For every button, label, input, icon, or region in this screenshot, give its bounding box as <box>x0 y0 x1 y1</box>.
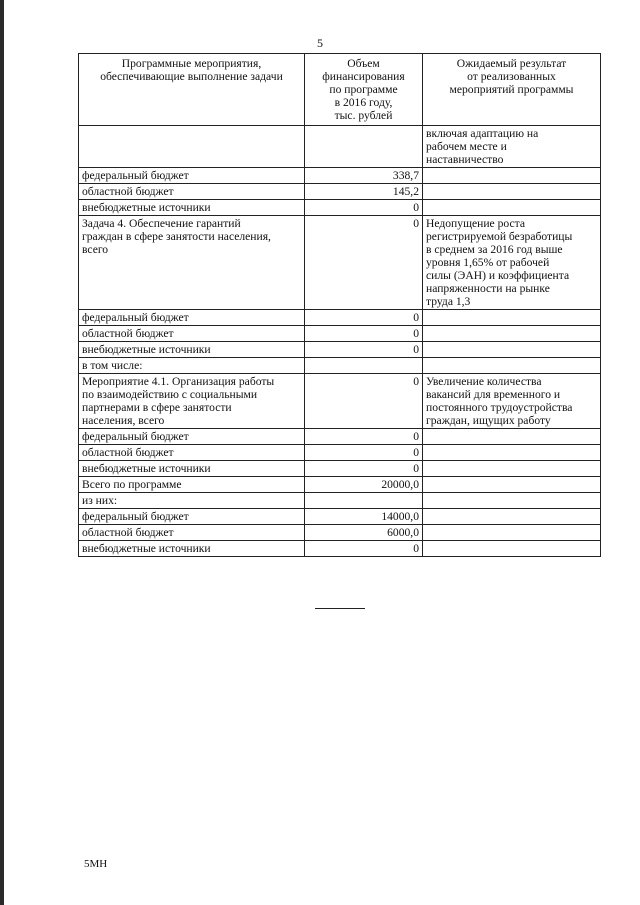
row-label <box>79 541 305 557</box>
table-row <box>79 326 601 342</box>
row-label <box>79 445 305 461</box>
row-amount-text: 0 <box>413 327 419 340</box>
page-number: 5 <box>317 36 323 50</box>
row-label <box>79 184 305 200</box>
row-amount <box>305 445 423 461</box>
row-label <box>79 461 305 477</box>
row-label-text: областной бюджет <box>82 526 174 539</box>
table-row <box>79 445 601 461</box>
row-amount-text: 0 <box>413 446 419 459</box>
footer-code: 5МН <box>84 858 108 870</box>
row-amount <box>305 493 423 509</box>
row-expected-result <box>423 525 601 541</box>
row-label <box>79 310 305 326</box>
header-result-line: Ожидаемый результат от реализованных мероприятий программы <box>449 57 574 96</box>
closing-rule <box>315 608 365 609</box>
row-amount <box>305 509 423 525</box>
row-label-text: Задача 4. Обеспечение гарантий граждан в сфере занятости населения, всего <box>82 217 271 256</box>
row-amount <box>305 525 423 541</box>
row-amount <box>305 429 423 445</box>
row-label-text: областной бюджет <box>82 327 174 340</box>
row-expected-result <box>423 310 601 326</box>
table-row <box>79 541 601 557</box>
row-label-text: федеральный бюджет <box>82 430 189 443</box>
row-label <box>79 429 305 445</box>
table-row <box>79 429 601 445</box>
row-amount <box>305 216 423 310</box>
row-label-text: федеральный бюджет <box>82 169 189 182</box>
row-expected-result <box>423 445 601 461</box>
row-expected-result <box>423 326 601 342</box>
table-row <box>79 525 601 541</box>
table-row <box>79 310 601 326</box>
row-expected-result <box>423 126 601 168</box>
row-amount-text: 338,7 <box>392 169 419 182</box>
row-amount-text: 0 <box>413 311 419 324</box>
row-label-text: Мероприятие 4.1. Организация работы по взаимодействию с социальными партнерами в сфере занятости населения, всего <box>82 375 275 427</box>
row-label <box>79 168 305 184</box>
program-table <box>78 53 601 557</box>
row-label <box>79 200 305 216</box>
row-amount-text: 0 <box>413 375 419 388</box>
row-label-text: Всего по программе <box>82 478 182 491</box>
table-row <box>79 374 601 429</box>
row-label <box>79 477 305 493</box>
row-label-text: федеральный бюджет <box>82 510 189 523</box>
row-amount <box>305 184 423 200</box>
table-row <box>79 168 601 184</box>
table-row <box>79 493 601 509</box>
row-label-text: федеральный бюджет <box>82 311 189 324</box>
row-expected-result <box>423 184 601 200</box>
row-amount-text: 0 <box>413 542 419 555</box>
row-expected-result-text: Увеличение количества вакансий для временного и постоянного трудоустройства граждан, ищущих работу <box>426 375 573 427</box>
row-amount <box>305 126 423 168</box>
table-row <box>79 200 601 216</box>
header-funding <box>305 54 423 126</box>
row-label-text: областной бюджет <box>82 446 174 459</box>
row-amount <box>305 168 423 184</box>
row-amount <box>305 342 423 358</box>
row-amount-text: 6000,0 <box>387 526 419 539</box>
row-amount-text: 0 <box>413 201 419 214</box>
table-row <box>79 358 601 374</box>
row-label-text: внебюджетные источники <box>82 343 211 356</box>
row-label <box>79 374 305 429</box>
row-label <box>79 342 305 358</box>
row-label <box>79 216 305 310</box>
row-expected-result-text: Недопущение роста регистрируемой безработицы в среднем за 2016 год выше уровня 1,65% от рабочей силы (ЭАН) и коэффициента напряженности на рынке труда 1,3 <box>426 217 573 308</box>
row-expected-result <box>423 216 601 310</box>
table-row <box>79 461 601 477</box>
row-amount <box>305 461 423 477</box>
row-expected-result <box>423 429 601 445</box>
row-expected-result <box>423 358 601 374</box>
row-amount-text: 20000,0 <box>381 478 419 491</box>
row-label <box>79 509 305 525</box>
header-funding-line: Объем финансирования по программе в 2016 году, тыс. рублей <box>322 57 405 122</box>
row-amount <box>305 310 423 326</box>
scan-edge <box>0 0 4 905</box>
header-activities-line: Программные мероприятия, обеспечивающие выполнение задачи <box>100 57 283 83</box>
row-expected-result <box>423 461 601 477</box>
row-amount-text: 0 <box>413 462 419 475</box>
row-label-text: областной бюджет <box>82 185 174 198</box>
row-amount <box>305 358 423 374</box>
row-amount <box>305 477 423 493</box>
row-expected-result <box>423 493 601 509</box>
table-row <box>79 216 601 310</box>
row-label-text: из них: <box>82 494 118 507</box>
row-amount-text: 0 <box>413 343 419 356</box>
row-amount <box>305 374 423 429</box>
table-header-row <box>79 54 601 126</box>
row-expected-result <box>423 374 601 429</box>
table-row <box>79 509 601 525</box>
table-row <box>79 126 601 168</box>
row-label <box>79 358 305 374</box>
row-amount-text: 145,2 <box>392 185 419 198</box>
header-activities <box>79 54 305 126</box>
row-amount <box>305 541 423 557</box>
row-label-text: внебюджетные источники <box>82 462 211 475</box>
table-row <box>79 184 601 200</box>
table-row <box>79 342 601 358</box>
row-amount-text: 0 <box>413 217 419 230</box>
row-expected-result-text: включая адаптацию на рабочем месте и наставничество <box>426 127 539 166</box>
row-expected-result <box>423 541 601 557</box>
header-expected-result <box>423 54 601 126</box>
row-label <box>79 493 305 509</box>
row-amount <box>305 200 423 216</box>
row-label-text: в том числе: <box>82 359 143 372</box>
row-label-text: внебюджетные источники <box>82 542 211 555</box>
row-amount-text: 0 <box>413 430 419 443</box>
table-body <box>79 126 601 557</box>
row-expected-result <box>423 477 601 493</box>
row-label <box>79 326 305 342</box>
row-expected-result <box>423 168 601 184</box>
row-amount-text: 14000,0 <box>381 510 419 523</box>
row-label-text: внебюджетные источники <box>82 201 211 214</box>
table-row <box>79 477 601 493</box>
row-label <box>79 525 305 541</box>
row-label <box>79 126 305 168</box>
row-amount <box>305 326 423 342</box>
row-expected-result <box>423 200 601 216</box>
row-expected-result <box>423 342 601 358</box>
row-expected-result <box>423 509 601 525</box>
